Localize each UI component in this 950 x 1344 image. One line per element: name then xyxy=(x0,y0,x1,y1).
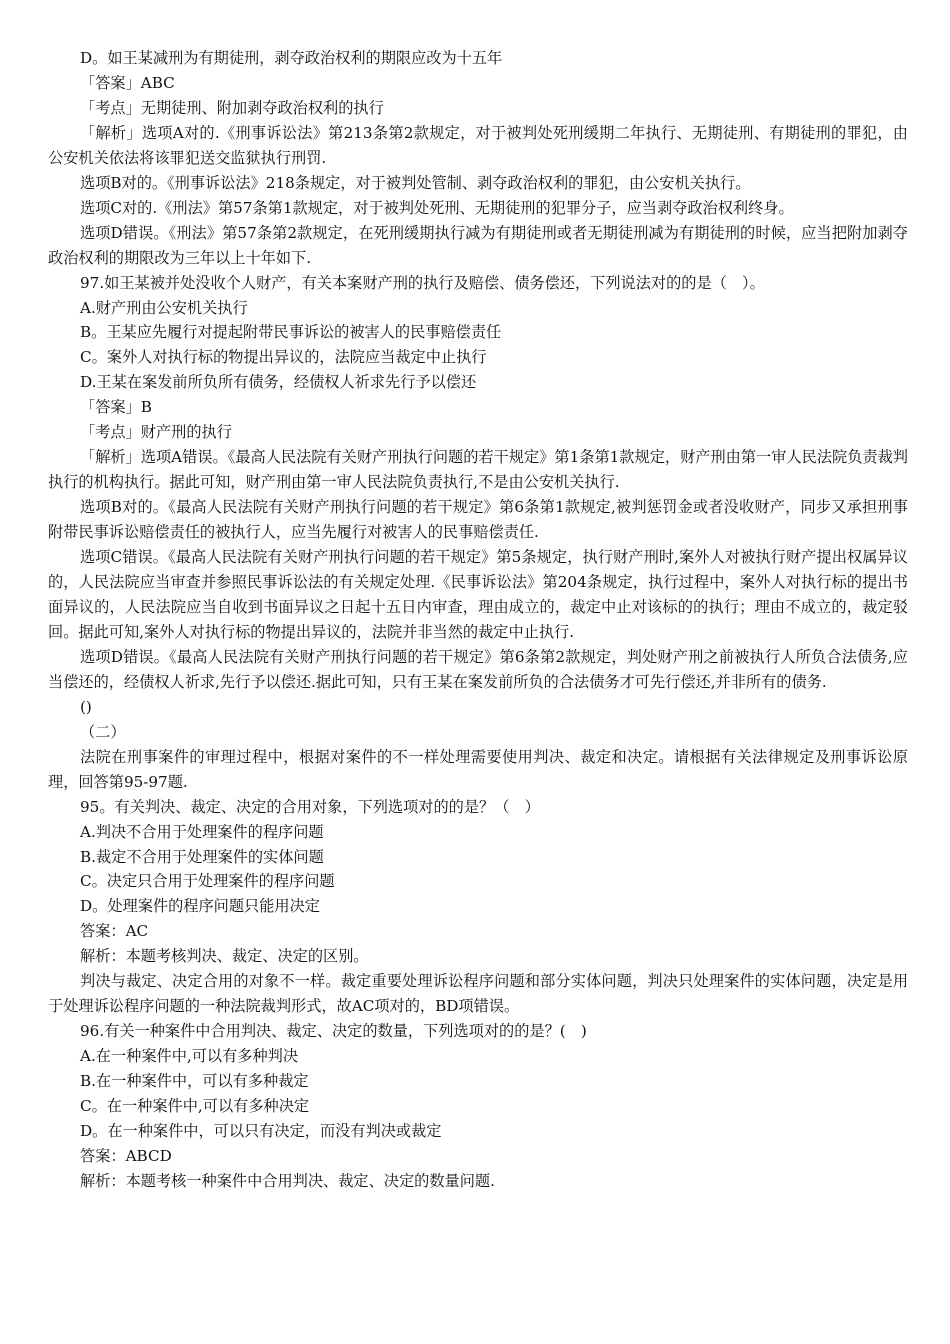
option-d: D.王某在案发前所负所有债务，经债权人祈求先行予以偿还 xyxy=(80,373,477,392)
option-b: B。王某应先履行对提起附带民事诉讼的被害人的民事赔偿责任 xyxy=(80,323,502,342)
analysis-paragraph: 选项C对的.《刑法》第57条第1款规定，对于被判处死刑、无期徒刑的犯罪分子，应当剥夺政治权利终身。 xyxy=(80,198,794,217)
option-d: D。处理案件的程序问题只能用决定 xyxy=(80,897,320,916)
answer-line: 「答案」ABC xyxy=(80,73,175,92)
option-c: C。在一种案件中,可以有多种决定 xyxy=(80,1097,310,1116)
analysis-paragraph: 「解析」选项A对的.《刑事诉讼法》第213条第2款规定，对于被判处死刑缓期二年执行、无期徒刑、有期徒刑的罪犯，由公安机关依法将该罪犯送交监狱执行刑罚. xyxy=(48,123,908,167)
analysis-paragraph: 选项B对的。《刑事诉讼法》218条规定，对于被判处管制、剥夺政治权利的罪犯，由公安机关执行。 xyxy=(80,173,751,192)
option-d: D。在一种案件中，可以只有决定，而没有判决或裁定 xyxy=(80,1121,442,1140)
option-a: A.财产刑由公安机关执行 xyxy=(80,298,248,317)
option-c: C。案外人对执行标的物提出异议的，法院应当裁定中止执行 xyxy=(80,348,487,367)
question-96: 96.有关一种案件中合用判决、裁定、决定的数量，下列选项对的的是？( ) xyxy=(80,1022,587,1041)
analysis-paragraph: 选项D错误。《最高人民法院有关财产刑执行问题的若干规定》第6条第2款规定，判处财产刑之前被执行人所负合法债务,应当偿还的，经债权人祈求,先行予以偿还.据此可知，只有王某在案发前所负的合法债务才可先行偿还,并非所有的债务. xyxy=(48,647,908,691)
empty-parens: () xyxy=(80,697,92,716)
answer-line: 答案：ABCD xyxy=(80,1146,172,1165)
section-heading: （二） xyxy=(80,722,126,741)
option-a: A.在一种案件中,可以有多种判决 xyxy=(80,1047,299,1066)
topic-line: 「考点」无期徒刑、附加剥夺政治权利的执行 xyxy=(80,98,384,117)
analysis-line: 解析：本题考核一种案件中合用判决、裁定、决定的数量问题. xyxy=(80,1171,495,1190)
analysis-paragraph: 选项C错误。《最高人民法院有关财产刑执行问题的若干规定》第5条规定，执行财产刑时,案外人对被执行财产提出权属异议的，人民法院应当审查并参照民事诉讼法的有关规定处理.《民事诉讼法》第204条规定，执行过程中，案外人对执行标的提出书面异议的，人民法院应当自收到书面异议之日起十五日内审查，理由成立的，裁定中止对该标的的执行；理由不成立的，裁定驳回。据此可知,案外人对执行标的物提出异议的，法院并非当然的裁定中止执行. xyxy=(48,548,908,641)
topic-line: 「考点」财产刑的执行 xyxy=(80,423,232,442)
option-c: C。决定只合用于处理案件的程序问题 xyxy=(80,872,335,891)
answer-line: 答案：AC xyxy=(80,922,149,941)
analysis-paragraph: 「解析」选项A错误。《最高人民法院有关财产刑执行问题的若干规定》第1条第1款规定，财产刑由第一审人民法院负责裁判执行的机构执行。据此可知，财产刑由第一审人民法院负责执行,不是由公安机关执行. xyxy=(48,448,908,492)
case-intro: 法院在刑事案件的审理过程中，根据对案件的不一样处理需要使用判决、裁定和决定。请根据有关法律规定及刑事诉讼原理，回答第95-97题. xyxy=(48,747,908,791)
question-95: 95。有关判决、裁定、决定的合用对象，下列选项对的的是？（ ） xyxy=(80,797,540,816)
answer-line: 「答案」B xyxy=(80,398,152,417)
analysis-paragraph: 选项D错误。《刑法》第57条第2款规定，在死刑缓期执行减为有期徒刑或者无期徒刑减为有期徒刑的时候，应当把附加剥夺政治权利的期限改为三年以上十年如下. xyxy=(48,223,908,267)
option-a: A.判决不合用于处理案件的程序问题 xyxy=(80,822,324,841)
option-b: B.裁定不合用于处理案件的实体问题 xyxy=(80,847,324,866)
document-page xyxy=(48,46,908,1194)
analysis-line: 解析：本题考核判决、裁定、决定的区别。 xyxy=(80,947,369,966)
analysis-paragraph: 选项B对的。《最高人民法院有关财产刑执行问题的若干规定》第6条第1款规定,被判惩罚金或者没收财产，同步又承担刑事附带民事诉讼赔偿责任的被执行人，应当先履行对被害人的民事赔偿责任. xyxy=(48,498,908,542)
option-d-line: D。如王某减刑为有期徒刑，剥夺政治权利的期限应改为十五年 xyxy=(80,49,503,67)
option-b: B.在一种案件中，可以有多种裁定 xyxy=(80,1072,309,1091)
question-97: 97.如王某被并处没收个人财产，有关本案财产刑的执行及赔偿、债务偿还，下列说法对的的是（ ）。 xyxy=(80,273,765,292)
analysis-paragraph: 判决与裁定、决定合用的对象不一样。裁定重要处理诉讼程序问题和部分实体问题，判决只处理案件的实体问题，决定是用于处理诉讼程序问题的一种法院裁判形式，故AC项对的，BD项错误。 xyxy=(48,972,908,1016)
